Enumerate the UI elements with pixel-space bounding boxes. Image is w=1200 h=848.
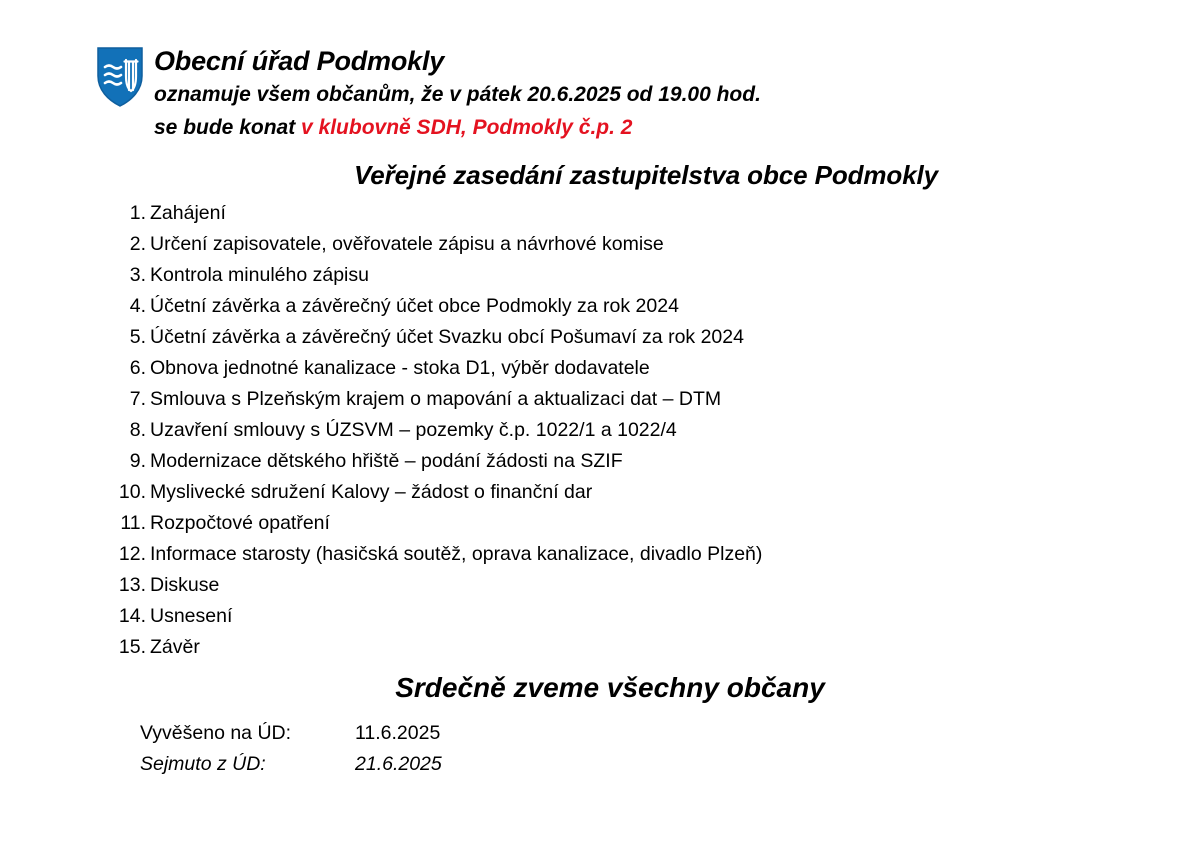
list-item-number: 2.: [129, 233, 146, 255]
list-item-label: Účetní závěrka a závěrečný účet obce Podmokly za rok 2024: [150, 295, 679, 317]
list-item-number: 15.: [118, 636, 146, 658]
closing-invitation: Srdečně zveme všechny občany: [395, 672, 825, 703]
list-item-number: 11.: [120, 512, 146, 534]
list-item-number: 5.: [129, 326, 146, 348]
page-title: Veřejné zasedání zastupitelstva obce Podmokly: [353, 160, 939, 190]
list-item-label: Kontrola minulého zápisu: [150, 264, 369, 286]
place-line: [154, 111, 1136, 144]
list-item: [104, 388, 1104, 419]
list-item: [104, 326, 1104, 357]
list-item-label: Určení zapisovatele, ověřovatele zápisu a návrhové komise: [150, 233, 664, 255]
list-item: [104, 574, 1104, 605]
list-item-label: Zahájení: [150, 202, 226, 224]
organization-title: Obecní úřad Podmokly: [154, 46, 445, 76]
list-item-label: Myslivecké sdružení Kalovy – žádost o finanční dar: [150, 481, 593, 503]
posted-row: [140, 722, 442, 753]
list-item-number: 13.: [118, 574, 146, 596]
list-item-number: 14.: [118, 605, 146, 627]
removed-label: Sejmuto z ÚD:: [140, 753, 266, 775]
list-item-label: Informace starosty (hasičská soutěž, oprava kanalizace, divadlo Plzeň): [150, 543, 763, 565]
place-prefix: se bude konat: [154, 116, 302, 139]
list-item: [104, 636, 1104, 667]
list-item-label: Modernizace dětského hřiště – podání žádosti na SZIF: [150, 450, 623, 472]
document-header: [96, 44, 1136, 144]
posted-date: 11.6.2025: [355, 722, 441, 744]
posted-label: Vyvěšeno na ÚD:: [140, 722, 292, 744]
list-item-number: 10.: [118, 481, 146, 503]
agenda-list: [104, 202, 1104, 667]
list-item-label: Smlouva s Plzeňským krajem o mapování a aktualizaci dat – DTM: [150, 388, 722, 410]
list-item-label: Usnesení: [150, 605, 233, 627]
list-item: [104, 233, 1104, 264]
list-item: [104, 512, 1104, 543]
removed-row: [140, 753, 442, 784]
list-item-label: Rozpočtové opatření: [150, 512, 330, 534]
list-item-number: 7.: [129, 388, 146, 410]
list-item-label: Obnova jednotné kanalizace - stoka D1, výběr dodavatele: [150, 357, 650, 379]
list-item: [104, 264, 1104, 295]
list-item: [104, 357, 1104, 388]
list-item: [104, 543, 1104, 574]
coat-of-arms-icon: [96, 46, 144, 108]
list-item: [104, 605, 1104, 636]
list-item-number: 12.: [118, 543, 146, 565]
list-item-label: Diskuse: [150, 574, 220, 596]
list-item-number: 8.: [129, 419, 146, 441]
list-item-number: 1.: [129, 202, 146, 224]
posting-dates: [140, 722, 442, 784]
list-item-number: 3.: [129, 264, 146, 286]
notice-line: oznamuje všem občanům, že v pátek 20.6.2025 od 19.00 hod.: [154, 83, 761, 106]
list-item-label: Účetní závěrka a závěrečný účet Svazku obcí Pošumaví za rok 2024: [150, 326, 744, 348]
list-item-number: 6.: [129, 357, 146, 379]
list-item: [104, 202, 1104, 233]
list-item: [104, 419, 1104, 450]
list-item-number: 4.: [129, 295, 146, 317]
removed-date: 21.6.2025: [355, 753, 442, 775]
list-item-label: Závěr: [150, 636, 200, 658]
list-item: [104, 295, 1104, 326]
list-item: [104, 450, 1104, 481]
place-highlight: v klubovně SDH, Podmokly č.p. 2: [301, 116, 633, 139]
list-item-label: Uzavření smlouvy s ÚZSVM – pozemky č.p. 1022/1 a 1022/4: [150, 419, 677, 441]
list-item: [104, 481, 1104, 512]
list-item-number: 9.: [129, 450, 146, 472]
